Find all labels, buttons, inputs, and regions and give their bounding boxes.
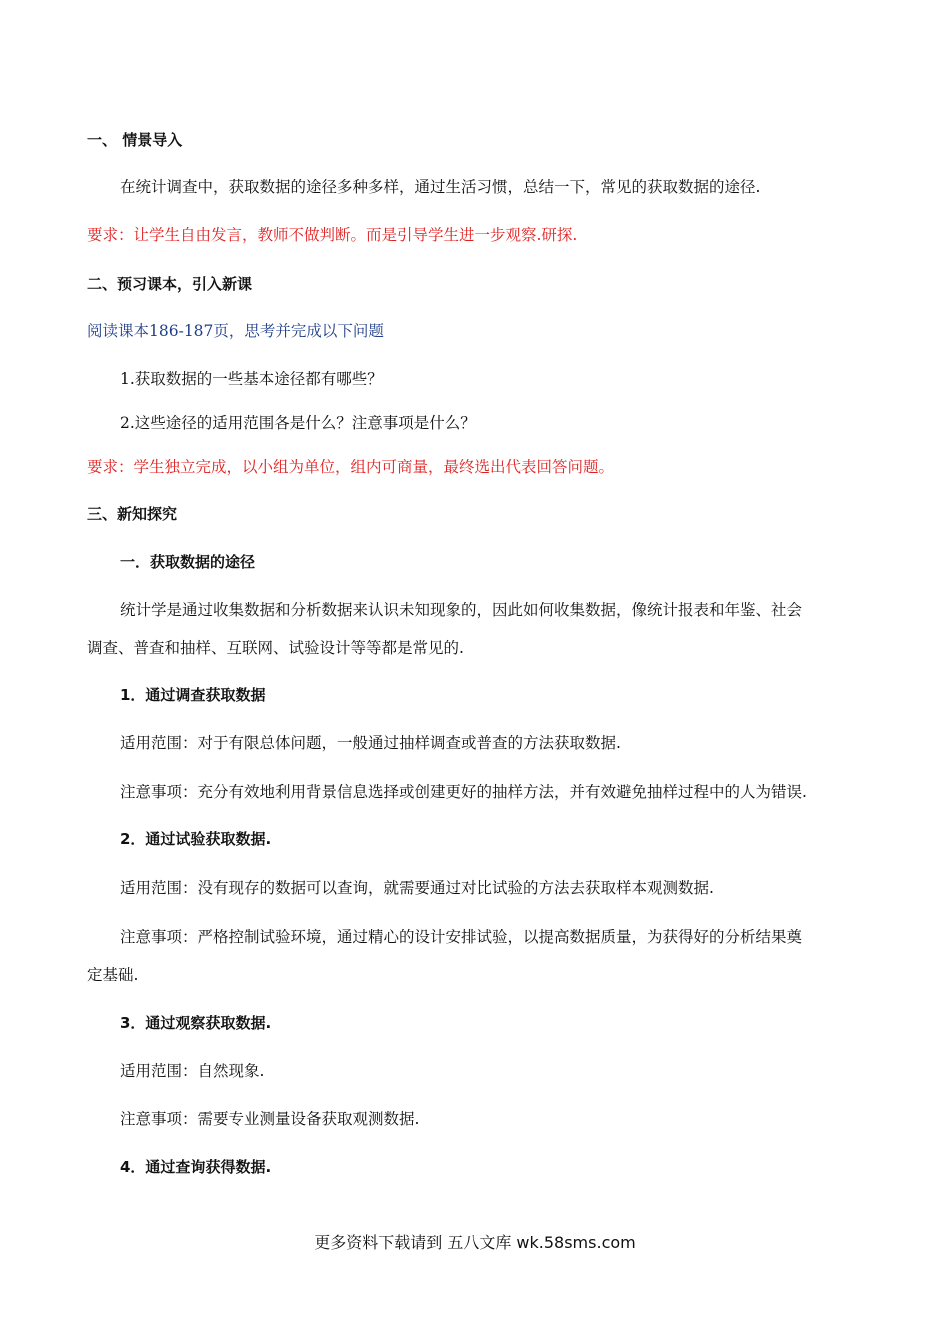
section-3-subheading: 一．获取数据的途径 <box>120 553 256 571</box>
method-2-note-line-1: 注意事项：严格控制试验环境，通过精心的设计安排试验，以提高数据质量，为获得好的分析结果奠 <box>120 928 803 946</box>
section-1-requirement: 要求：让学生自由发言，教师不做判断。而是引导学生进一步观察.研探. <box>87 226 578 244</box>
section-2-question-1: 1.获取数据的一些基本途径都有哪些？ <box>120 370 383 388</box>
method-3-scope: 适用范围：自然现象. <box>120 1062 265 1080</box>
method-1-note: 注意事项：充分有效地利用背景信息选择或创建更好的抽样方法，并有效避免抽样过程中的人为错误. <box>120 783 807 801</box>
section-3-paragraph-line-2: 调查、普查和抽样、互联网、试验设计等等都是常见的. <box>87 639 464 657</box>
method-4-title: 4．通过查询获得数据. <box>120 1158 272 1176</box>
section-2-heading: 二、预习课本，引入新课 <box>87 275 253 293</box>
section-2-reading-instruction: 阅读课本186-187页，思考并完成以下问题 <box>87 322 384 340</box>
section-1-heading: 一、 情景导入 <box>87 131 183 149</box>
footer-download-link[interactable]: 更多资料下载请到 五八文库 wk.58sms.com <box>314 1233 636 1252</box>
section-2-question-2: 2.这些途径的适用范围各是什么？注意事项是什么？ <box>120 414 476 432</box>
section-1-paragraph: 在统计调查中，获取数据的途径多种多样，通过生活习惯，总结一下，常见的获取数据的途径. <box>120 178 761 196</box>
method-2-title: 2．通过试验获取数据. <box>120 830 272 848</box>
section-2-requirement: 要求：学生独立完成，以小组为单位，组内可商量，最终选出代表回答问题。 <box>87 458 615 476</box>
section-3-paragraph-line-1: 统计学是通过收集数据和分析数据来认识未知现象的，因此如何收集数据，像统计报表和年鉴、社会 <box>120 601 803 619</box>
method-2-scope: 适用范围：没有现存的数据可以查询，就需要通过对比试验的方法去获取样本观测数据. <box>120 879 714 897</box>
method-1-title: 1．通过调查获取数据 <box>120 686 266 704</box>
section-3-heading: 三、新知探究 <box>87 505 178 523</box>
method-2-note-line-2: 定基础. <box>87 966 139 984</box>
method-1-scope: 适用范围：对于有限总体问题，一般通过抽样调查或普查的方法获取数据. <box>120 734 621 752</box>
method-3-note: 注意事项：需要专业测量设备获取观测数据. <box>120 1110 420 1128</box>
method-3-title: 3．通过观察获取数据. <box>120 1014 272 1032</box>
